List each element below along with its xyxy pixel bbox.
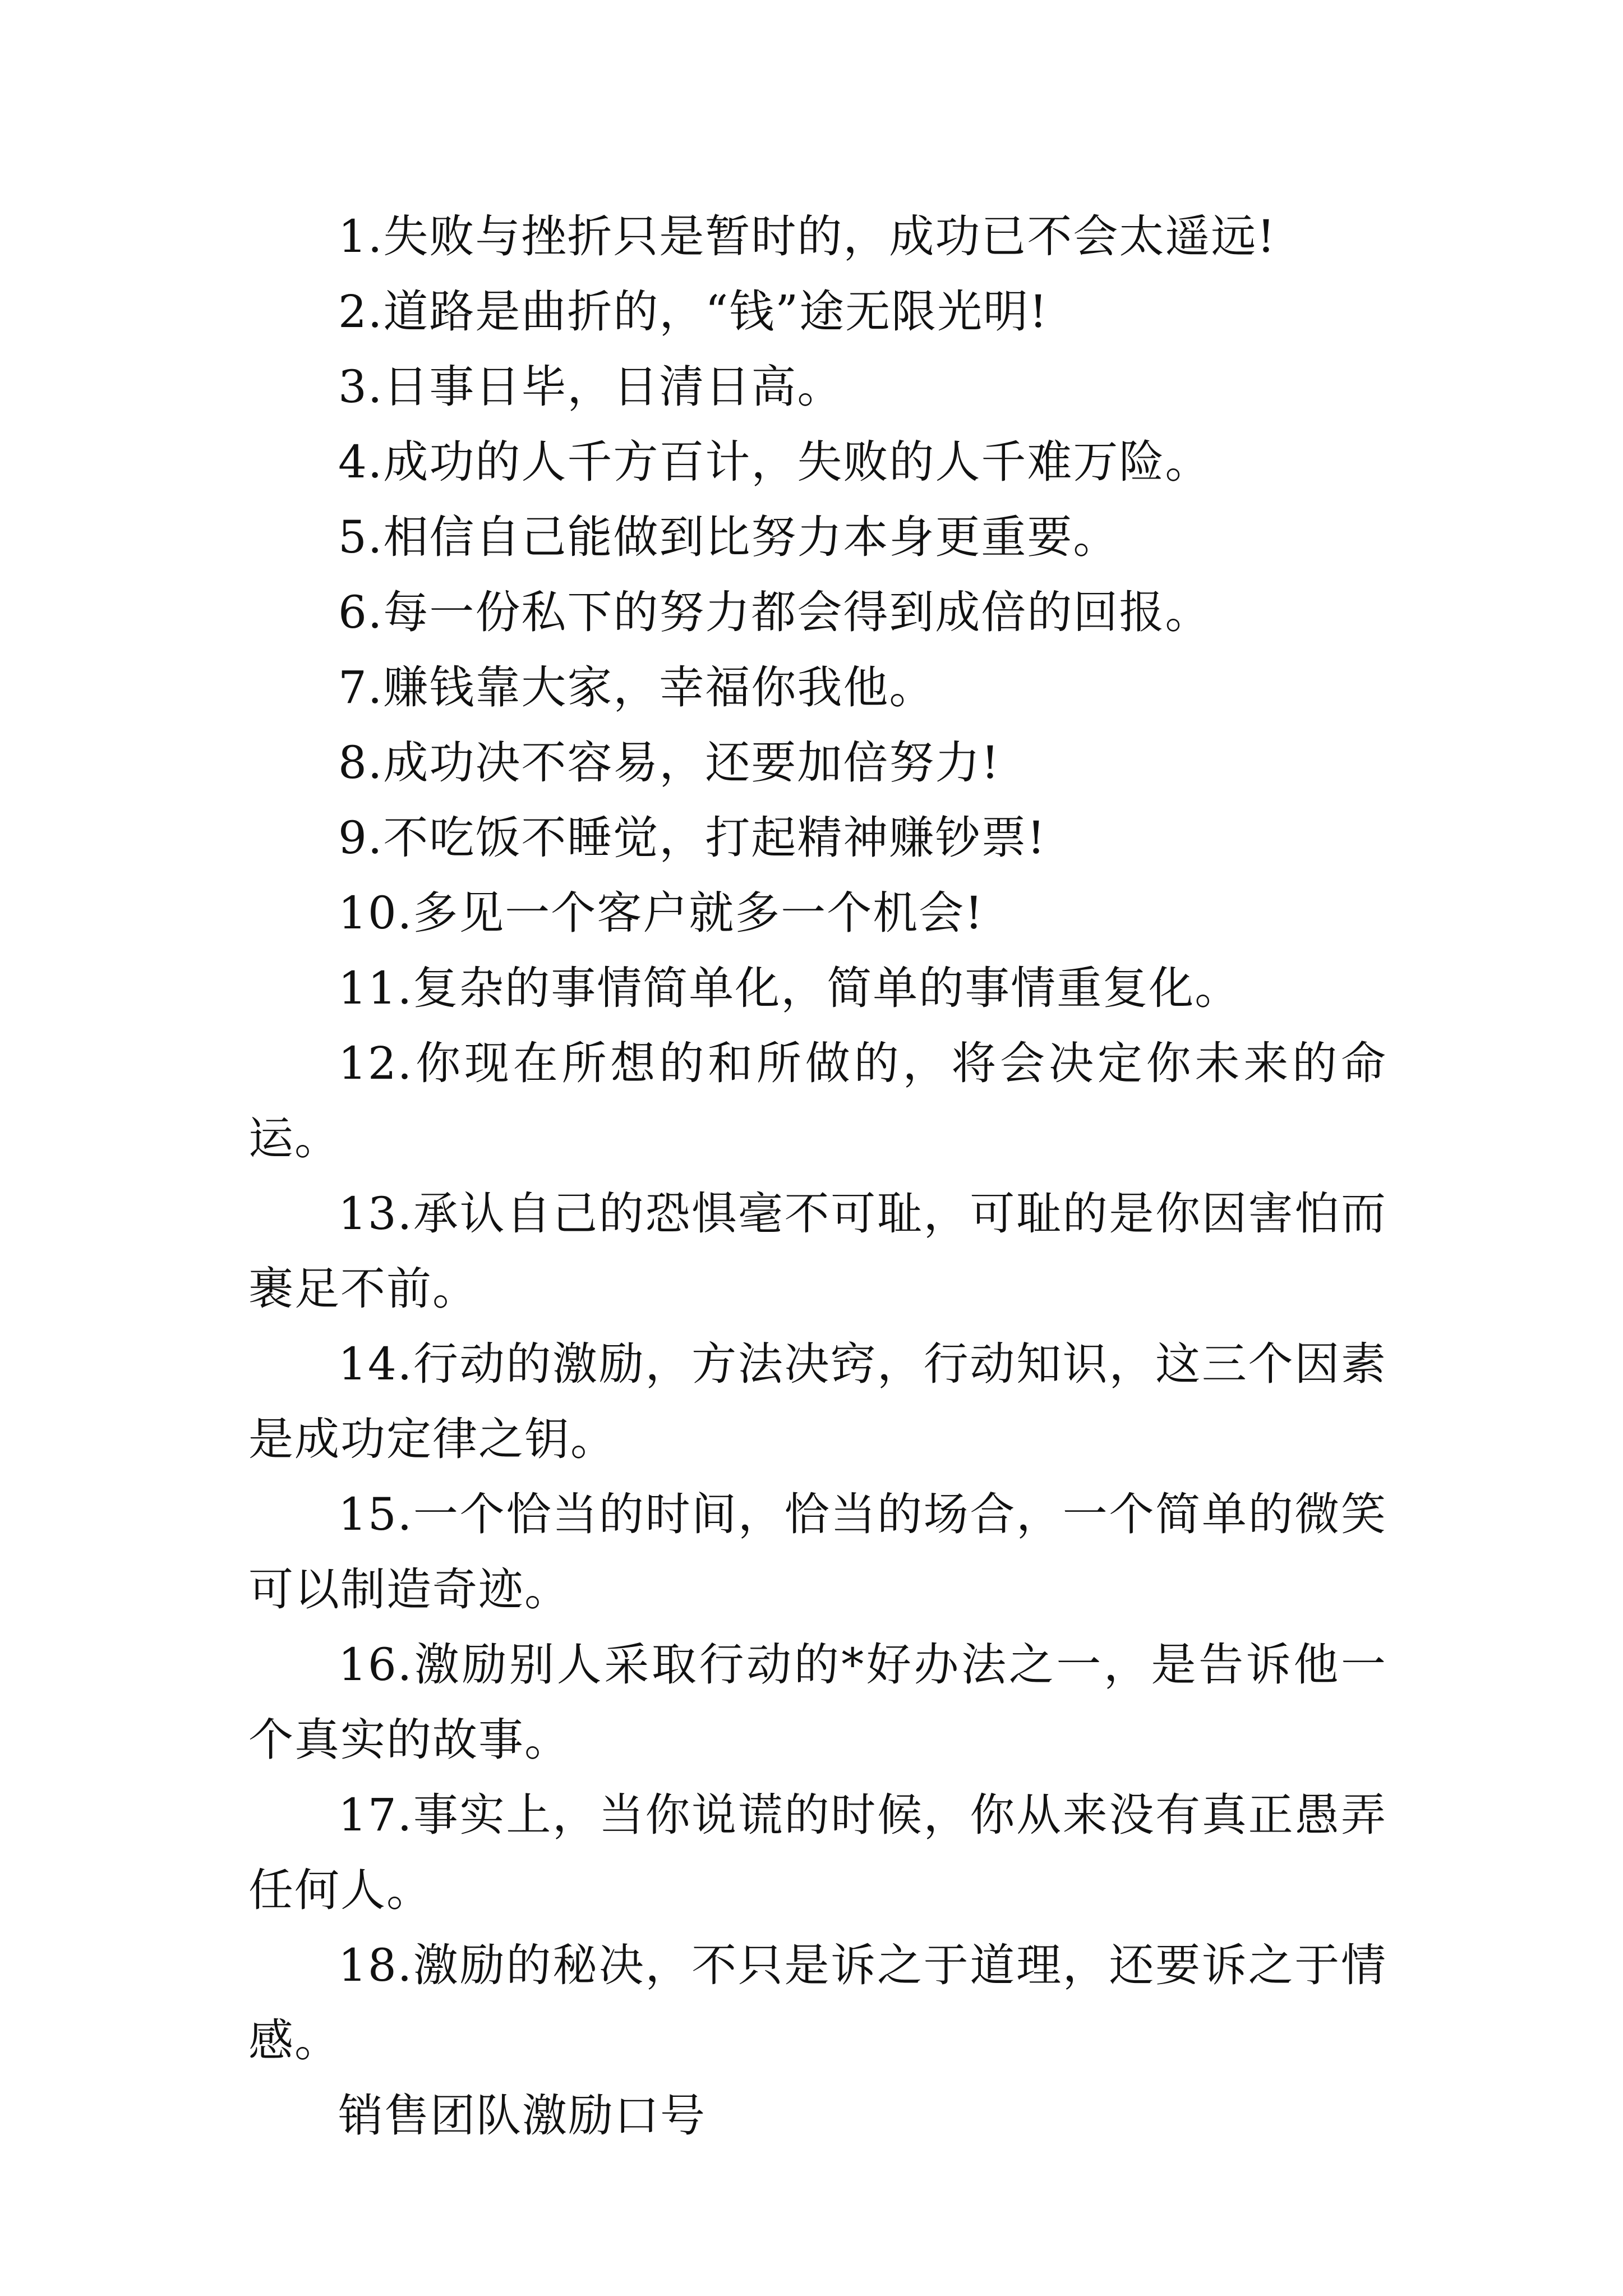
paragraph-16: 16.激励别人采取行动的*好办法之一，是告诉他一个真实的故事。 — [248, 1639, 1387, 1766]
paragraph-6: 6.每一份私下的努力都会得到成倍的回报。 — [338, 586, 1211, 638]
document-body — [248, 199, 1387, 2154]
paragraph-15: 15.一个恰当的时间，恰当的场合，一个简单的微笑可以制造奇迹。 — [248, 1488, 1387, 1616]
paragraph-14: 14.行动的激励，方法决窍，行动知识，这三个因素是成功定律之钥。 — [248, 1338, 1387, 1465]
paragraph-2: 2.道路是曲折的，“钱”途无限光明! — [338, 286, 1049, 338]
paragraph-4: 4.成功的人千方百计，失败的人千难万险。 — [338, 436, 1211, 488]
section-heading: 销售团队激励口号 — [338, 2090, 706, 2142]
paragraph-5: 5.相信自己能做到比努力本身更重要。 — [338, 511, 1119, 563]
paragraph-17: 17.事实上，当你说谎的时候，你从来没有真正愚弄任何人。 — [248, 1789, 1387, 1916]
paragraph-7: 7.赚钱靠大家，幸福你我他。 — [338, 661, 935, 714]
paragraph-11: 11.复杂的事情简单化，简单的事情重复化。 — [338, 962, 1241, 1014]
paragraph-18: 18.激励的秘决，不只是诉之于道理，还要诉之于情感。 — [248, 1939, 1387, 2067]
paragraph-13: 13.承认自己的恐惧毫不可耻，可耻的是你因害怕而裹足不前。 — [248, 1188, 1387, 1315]
paragraph-8: 8.成功决不容易，还要加倍努力! — [338, 737, 1000, 789]
paragraph-9: 9.不吃饭不睡觉，打起精神赚钞票! — [338, 812, 1046, 864]
paragraph-10: 10.多见一个客户就多一个机会! — [338, 887, 984, 939]
paragraph-3: 3.日事日毕，日清日高。 — [338, 361, 843, 413]
paragraph-1: 1.失败与挫折只是暂时的，成功已不会太遥远! — [338, 210, 1276, 263]
paragraph-12: 12.你现在所想的和所做的，将会决定你未来的命运。 — [248, 1037, 1387, 1165]
